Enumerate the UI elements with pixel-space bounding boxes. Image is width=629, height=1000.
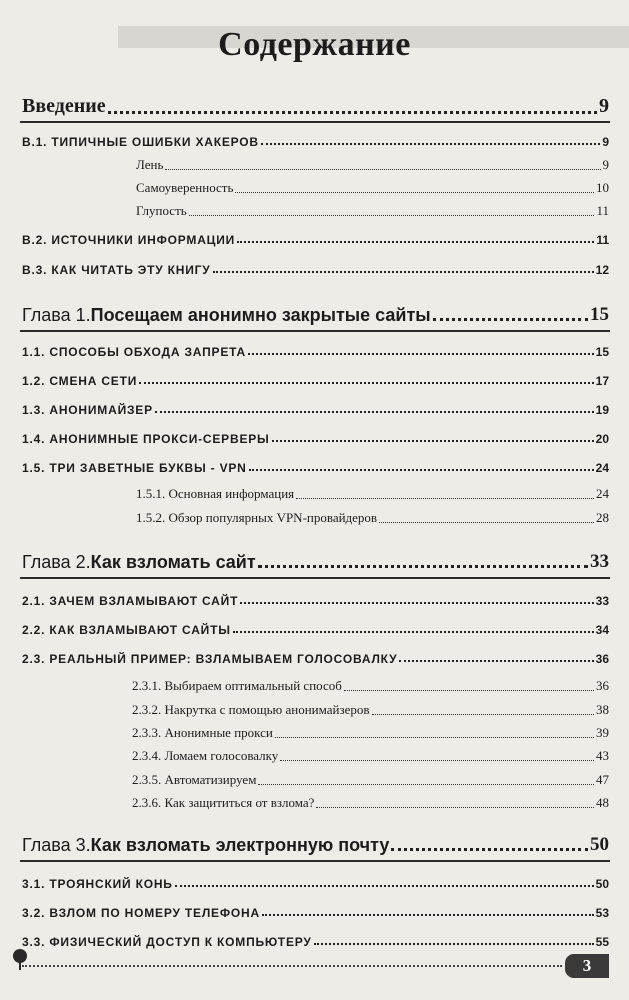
toc-page: 9 — [599, 95, 609, 117]
toc-label: Самоуверенность — [136, 180, 234, 195]
toc-subsection[interactable] — [136, 480, 609, 502]
toc-chapter-3[interactable] — [22, 830, 609, 856]
dot-leader — [258, 564, 588, 568]
toc-section[interactable] — [22, 927, 609, 949]
dot-leader — [280, 759, 594, 761]
page-title: Содержание — [218, 26, 411, 63]
toc-label: 1.4. АНОНИМНЫЕ ПРОКСИ-СЕРВЕРЫ — [22, 432, 270, 446]
toc-page: 19 — [595, 403, 609, 417]
toc-label: Введение — [22, 95, 106, 117]
toc-section[interactable] — [22, 453, 609, 475]
toc-label: 2.3. РЕАЛЬНЫЙ ПРИМЕР: ВЗЛАМЫВАЕМ ГОЛОСОВАЛКУ — [22, 652, 398, 666]
toc-section[interactable] — [22, 615, 609, 637]
toc-page: 48 — [596, 795, 609, 810]
dot-leader — [165, 168, 600, 170]
toc-label: 3.2. ВЗЛОМ ПО НОМЕРУ ТЕЛЕФОНА — [22, 906, 260, 920]
dot-leader — [372, 713, 594, 715]
dot-leader — [262, 913, 594, 916]
dot-leader — [272, 439, 594, 442]
toc-label: В.1. ТИПИЧНЫЕ ОШИБКИ ХАКЕРОВ — [22, 135, 259, 149]
toc-page: 55 — [595, 935, 609, 949]
dot-leader — [240, 601, 593, 604]
toc-label: 1.2. СМЕНА СЕТИ — [22, 374, 138, 388]
toc-section[interactable] — [22, 395, 609, 417]
toc-subsection[interactable] — [132, 719, 609, 741]
dot-leader — [433, 317, 588, 321]
toc-page: 43 — [596, 748, 609, 763]
toc-chapter-1[interactable] — [22, 300, 609, 326]
toc-intro[interactable] — [22, 92, 609, 118]
dot-leader — [391, 847, 588, 851]
toc-label: 2.3.5. Автоматизируем — [132, 772, 257, 787]
toc-page: 24 — [595, 461, 609, 475]
toc-subsection[interactable] — [132, 696, 609, 718]
page-number: 3 — [565, 954, 609, 978]
toc-section[interactable] — [22, 127, 609, 149]
toc-section[interactable] — [22, 586, 609, 608]
footer-bullet-icon — [13, 949, 27, 963]
toc-subsection[interactable] — [136, 174, 609, 196]
toc-page: 11 — [596, 203, 609, 218]
chapter-prefix: Глава 1. — [22, 305, 91, 325]
chapter-prefix: Глава 3. — [22, 835, 91, 855]
dot-leader — [155, 410, 594, 413]
footer-dotted-rule — [22, 965, 562, 967]
toc-subsection[interactable] — [136, 151, 609, 173]
toc-label: 2.3.2. Накрутка с помощью анонимайзеров — [132, 702, 370, 717]
section-rule — [20, 121, 610, 123]
dot-leader — [175, 884, 594, 887]
toc-chapter-2[interactable] — [22, 547, 609, 573]
toc-page: 36 — [596, 678, 609, 693]
dot-leader — [275, 736, 594, 738]
toc-label: 1.5. ТРИ ЗАВЕТНЫЕ БУКВЫ - VPN — [22, 461, 247, 475]
toc-page: 12 — [595, 263, 609, 277]
dot-leader — [344, 689, 594, 691]
dot-leader — [189, 214, 595, 216]
toc-label: Глупость — [136, 203, 187, 218]
toc-page: 9 — [602, 135, 609, 149]
toc-page: 53 — [595, 906, 609, 920]
toc-label: 1.5.2. Обзор популярных VPN-провайдеров — [136, 510, 378, 525]
toc-page: 34 — [595, 623, 609, 637]
toc-section[interactable] — [22, 898, 609, 920]
toc-page: 50 — [595, 877, 609, 891]
dot-leader — [314, 942, 594, 945]
chapter-name: Как взломать электронную почту — [90, 835, 390, 855]
toc-page: 15 — [590, 304, 609, 325]
dot-leader — [235, 191, 594, 193]
toc-page: 47 — [596, 772, 609, 787]
chapter-name: Как взломать сайт — [90, 552, 256, 572]
section-rule — [20, 330, 610, 332]
toc-section[interactable] — [22, 424, 609, 446]
toc-label: 1.3. АНОНИМАЙЗЕР — [22, 403, 153, 417]
toc-label: 1.1. СПОСОБЫ ОБХОДА ЗАПРЕТА — [22, 345, 246, 359]
chapter-name: Посещаем анонимно закрытые сайты — [90, 305, 431, 325]
toc-page: 33 — [590, 551, 609, 572]
dot-leader — [249, 468, 594, 471]
toc-section[interactable] — [22, 255, 609, 277]
toc-subsection[interactable] — [132, 789, 609, 811]
toc-section[interactable] — [22, 225, 609, 247]
toc-section[interactable] — [22, 366, 609, 388]
toc-page: 11 — [596, 233, 609, 247]
toc-page: 9 — [602, 157, 609, 172]
dot-leader — [379, 521, 594, 523]
chapter-prefix: Глава 2. — [22, 552, 91, 572]
toc-page: 36 — [595, 652, 609, 666]
toc-subsection[interactable] — [136, 504, 609, 526]
toc-label: 1.5.1. Основная информация — [136, 486, 295, 501]
toc-page: 38 — [596, 702, 609, 717]
toc-label: В.3. КАК ЧИТАТЬ ЭТУ КНИГУ — [22, 263, 211, 277]
toc-label: Лень — [136, 157, 164, 172]
dot-leader — [296, 497, 594, 499]
toc-label: 2.2. КАК ВЗЛАМЫВАЮТ САЙТЫ — [22, 623, 231, 637]
toc-page: 10 — [596, 180, 609, 195]
toc-section[interactable] — [22, 337, 609, 359]
section-rule — [20, 860, 610, 862]
dot-leader — [261, 142, 600, 145]
toc-subsection[interactable] — [136, 197, 609, 219]
toc-label: 2.3.4. Ломаем голосовалку — [132, 748, 279, 763]
toc-section[interactable] — [22, 644, 609, 666]
toc-label: 2.3.3. Анонимные прокси — [132, 725, 273, 740]
toc-subsection[interactable] — [132, 672, 609, 694]
dot-leader — [316, 806, 594, 808]
toc-label: 3.3. ФИЗИЧЕСКИЙ ДОСТУП К КОМПЬЮТЕРУ — [22, 935, 312, 949]
dot-leader — [248, 352, 594, 355]
dot-leader — [139, 381, 593, 384]
toc-page: 15 — [595, 345, 609, 359]
dot-leader — [399, 659, 593, 662]
toc-page: 17 — [595, 374, 609, 388]
dot-leader — [233, 630, 594, 633]
toc-label: В.2. ИСТОЧНИКИ ИНФОРМАЦИИ — [22, 233, 236, 247]
toc-section[interactable] — [22, 869, 609, 891]
toc-page: 28 — [596, 510, 609, 525]
toc-label: 2.1. ЗАЧЕМ ВЗЛАМЫВАЮТ САЙТ — [22, 594, 239, 608]
dot-leader — [213, 270, 594, 273]
toc-page: 50 — [590, 834, 609, 855]
toc-page: 24 — [596, 486, 609, 501]
toc-page: 20 — [595, 432, 609, 446]
toc-label: 2.3.6. Как защититься от взлома? — [132, 795, 315, 810]
dot-leader — [258, 783, 594, 785]
toc-subsection[interactable] — [132, 742, 609, 764]
toc-page: 39 — [596, 725, 609, 740]
dot-leader — [108, 110, 597, 114]
toc-label: 3.1. ТРОЯНСКИЙ КОНЬ — [22, 877, 173, 891]
section-rule — [20, 577, 610, 579]
toc-page: 33 — [595, 594, 609, 608]
toc-label: 2.3.1. Выбираем оптимальный способ — [132, 678, 342, 693]
toc-subsection[interactable] — [132, 766, 609, 788]
dot-leader — [237, 240, 594, 243]
